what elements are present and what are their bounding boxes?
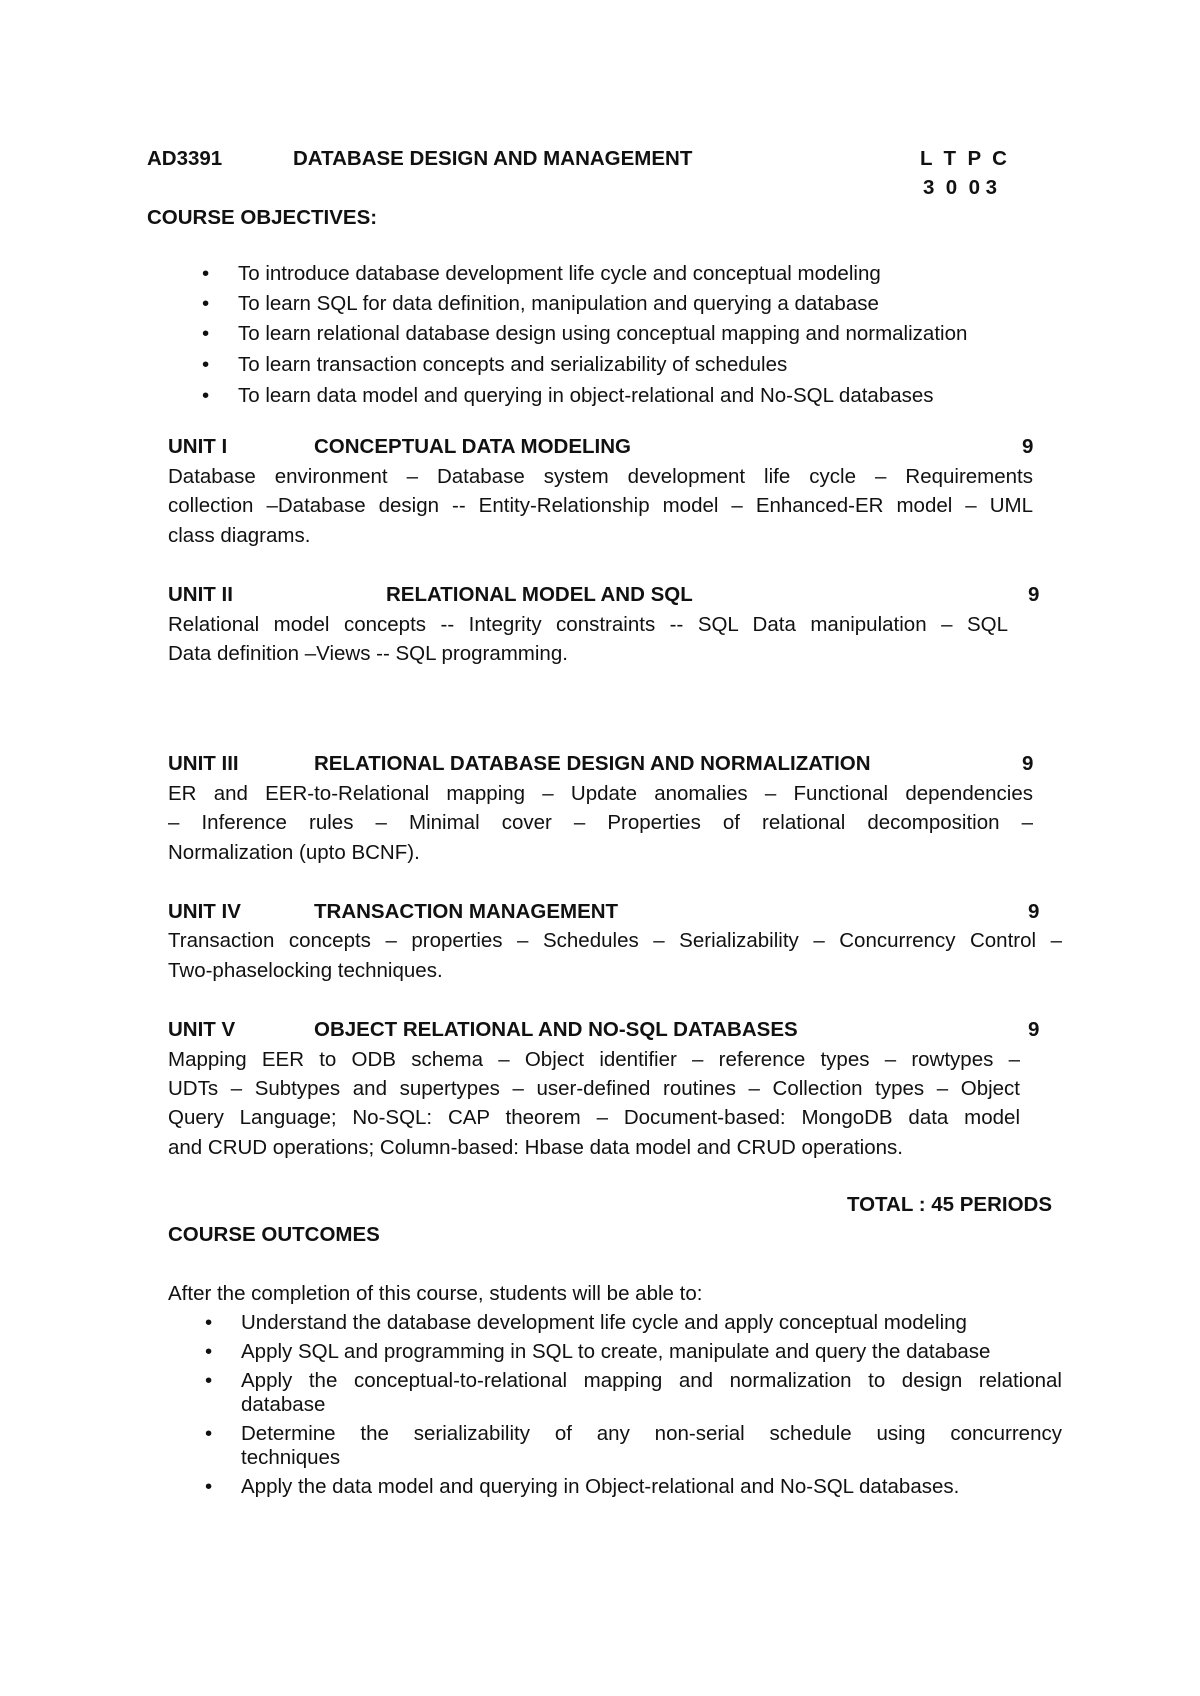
- unit-5-text-line: Query Language; No-SQL: CAP theorem – Document-based: MongoDB data model: [168, 1106, 1020, 1129]
- list-item: • To learn relational database design using conceptual mapping and normalization: [202, 322, 968, 345]
- bullet-icon: •: [202, 262, 210, 285]
- bullet-icon: •: [205, 1475, 213, 1498]
- unit-4-text-line: Two-phaselocking techniques.: [168, 959, 443, 982]
- unit-1-text-line: class diagrams.: [168, 524, 311, 547]
- bullet-icon: •: [202, 322, 210, 345]
- ltpc-values: 3 0 0 3: [923, 176, 998, 199]
- unit-3-hours: 9: [1022, 752, 1034, 775]
- outcomes-list: [168, 1311, 1062, 1499]
- list-item: • To learn transaction concepts and serializability of schedules: [202, 353, 788, 376]
- bullet-icon: •: [202, 353, 210, 376]
- list-item: • Determine the serializability of any non-serial schedule using concurrency techniques: [205, 1422, 1062, 1469]
- unit-2-title: RELATIONAL MODEL AND SQL: [386, 583, 693, 606]
- bullet-icon: •: [205, 1422, 213, 1445]
- list-item: • Apply SQL and programming in SQL to create, manipulate and query the database: [205, 1340, 991, 1363]
- bullet-icon: •: [205, 1311, 213, 1334]
- unit-4-hours: 9: [1028, 900, 1040, 923]
- list-item: • To learn SQL for data definition, manipulation and querying a database: [202, 292, 879, 315]
- unit-3-title: RELATIONAL DATABASE DESIGN AND NORMALIZATION: [314, 752, 871, 775]
- total-periods: TOTAL : 45 PERIODS: [846, 1193, 1052, 1216]
- unit-3-label: UNIT III: [168, 752, 239, 775]
- course-code: AD3391: [147, 147, 223, 170]
- bullet-icon: •: [202, 384, 210, 407]
- outcomes-intro: After the completion of this course, students will be able to:: [168, 1282, 703, 1305]
- unit-5-label: UNIT V: [168, 1018, 236, 1041]
- unit-2-hours: 9: [1028, 583, 1040, 606]
- unit-2-text-line: Relational model concepts -- Integrity constraints -- SQL Data manipulation – SQL: [168, 613, 1008, 636]
- unit-5-text-line: Mapping EER to ODB schema – Object identifier – reference types – rowtypes –: [168, 1048, 1020, 1071]
- list-item: • To learn data model and querying in object-relational and No-SQL databases: [202, 384, 934, 407]
- ltpc-label: L T P C: [920, 147, 1007, 170]
- unit-3-text-line: Normalization (upto BCNF).: [168, 841, 420, 864]
- course-title: DATABASE DESIGN AND MANAGEMENT: [293, 147, 693, 170]
- unit-2-text-line: Data definition –Views -- SQL programming.: [168, 642, 568, 665]
- unit-1-hours: 9: [1022, 435, 1034, 458]
- objectives-list: [165, 262, 1065, 408]
- unit-1-label: UNIT I: [168, 435, 228, 458]
- unit-5-hours: 9: [1028, 1018, 1040, 1041]
- unit-4-label: UNIT IV: [168, 900, 241, 923]
- bullet-icon: •: [205, 1369, 213, 1392]
- objectives-heading: COURSE OBJECTIVES:: [147, 206, 378, 229]
- unit-4-title: TRANSACTION MANAGEMENT: [314, 900, 619, 923]
- unit-5-title: OBJECT RELATIONAL AND NO-SQL DATABASES: [314, 1018, 798, 1041]
- list-item: • Apply the conceptual-to-relational mapping and normalization to design relational database: [205, 1369, 1062, 1416]
- unit-3-text-line: ER and EER-to-Relational mapping – Update anomalies – Functional dependencies: [168, 782, 1033, 805]
- unit-1-title: CONCEPTUAL DATA MODELING: [314, 435, 631, 458]
- unit-5-text-line: and CRUD operations; Column-based: Hbase data model and CRUD operations.: [168, 1136, 903, 1159]
- unit-3-text-line: – Inference rules – Minimal cover – Properties of relational decomposition –: [168, 811, 1033, 834]
- outcomes-heading: COURSE OUTCOMES: [168, 1223, 380, 1246]
- bullet-icon: •: [202, 292, 210, 315]
- unit-2-label: UNIT II: [168, 583, 233, 606]
- unit-4-text-line: Transaction concepts – properties – Schedules – Serializability – Concurrency Control –: [168, 929, 1062, 952]
- bullet-icon: •: [205, 1340, 213, 1363]
- list-item: • To introduce database development life cycle and conceptual modeling: [202, 262, 881, 285]
- list-item: • Apply the data model and querying in Object-relational and No-SQL databases.: [205, 1475, 960, 1498]
- list-item: • Understand the database development life cycle and apply conceptual modeling: [205, 1311, 967, 1334]
- unit-1-text-line: Database environment – Database system development life cycle – Requirements: [168, 465, 1033, 488]
- unit-5-text-line: UDTs – Subtypes and supertypes – user-defined routines – Collection types – Object: [168, 1077, 1020, 1100]
- unit-1-text-line: collection –Database design -- Entity-Relationship model – Enhanced-ER model – UML: [168, 494, 1033, 517]
